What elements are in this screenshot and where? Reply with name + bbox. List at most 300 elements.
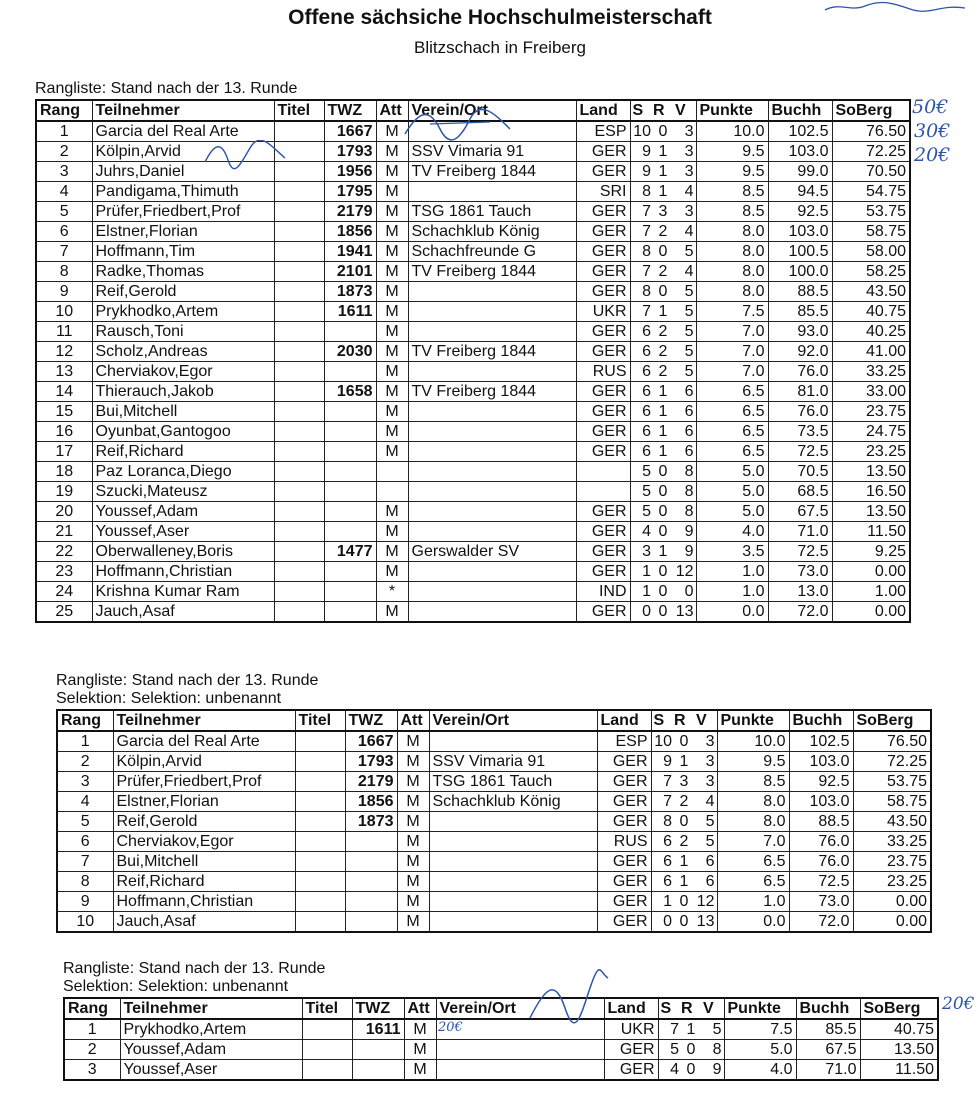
handwritten-prize-1: 50€ — [912, 96, 949, 118]
cell-soberg: 0.00 — [853, 912, 931, 933]
cell-name: Szucki,Mateusz — [92, 482, 274, 502]
cell-v: 6 — [674, 402, 696, 422]
cell-s: 7 — [630, 302, 652, 322]
cell-s: 4 — [658, 1060, 680, 1081]
cell-twz — [345, 872, 397, 892]
cell-soberg: 33.25 — [832, 362, 910, 382]
cell-punkte: 7.0 — [696, 322, 768, 342]
cell-land: GER — [576, 222, 630, 242]
cell-punkte: 1.0 — [696, 582, 768, 602]
cell-twz — [324, 522, 376, 542]
cell-twz — [352, 1040, 404, 1060]
column-header-titel: Titel — [295, 710, 345, 731]
cell-name: Jauch,Asaf — [113, 912, 295, 933]
cell-twz: 1667 — [324, 121, 376, 142]
cell-land: GER — [576, 242, 630, 262]
cell-punkte: 5.0 — [696, 462, 768, 482]
cell-name: Kölpin,Arvid — [113, 752, 295, 772]
table-row — [36, 162, 910, 182]
cell-v: 4 — [674, 222, 696, 242]
cell-soberg: 72.25 — [832, 142, 910, 162]
cell-buchh: 102.5 — [768, 121, 832, 142]
cell-twz — [324, 362, 376, 382]
cell-punkte: 7.0 — [696, 362, 768, 382]
cell-twz: 1856 — [324, 222, 376, 242]
cell-verein — [429, 852, 597, 872]
table-row — [57, 912, 931, 933]
cell-s: 5 — [658, 1040, 680, 1060]
cell-name: Paz Loranca,Diego — [92, 462, 274, 482]
column-header-teilnehmer: Teilnehmer — [113, 710, 295, 731]
cell-punkte: 8.5 — [696, 182, 768, 202]
cell-s: 7 — [630, 262, 652, 282]
table-row — [36, 562, 910, 582]
cell-punkte: 5.0 — [696, 502, 768, 522]
cell-buchh: 102.5 — [789, 731, 853, 752]
cell-r: 0 — [673, 812, 695, 832]
cell-v: 3 — [674, 142, 696, 162]
cell-r: 2 — [652, 342, 674, 362]
cell-buchh: 71.0 — [768, 522, 832, 542]
cell-s: 8 — [630, 242, 652, 262]
cell-verein: TV Freiberg 1844 — [408, 342, 576, 362]
cell-att: M — [376, 342, 408, 362]
cell-att: M — [376, 242, 408, 262]
table-row — [36, 602, 910, 623]
cell-twz: 2179 — [324, 202, 376, 222]
column-header-verein: Verein/Ort — [436, 998, 604, 1019]
cell-punkte: 6.5 — [696, 402, 768, 422]
cell-rang: 1 — [64, 1019, 120, 1040]
cell-titel — [302, 1019, 352, 1040]
cell-s: 6 — [651, 872, 673, 892]
cell-att: M — [376, 302, 408, 322]
cell-twz: 2101 — [324, 262, 376, 282]
cell-att: M — [376, 542, 408, 562]
cell-buchh: 70.5 — [768, 462, 832, 482]
cell-rang: 5 — [36, 202, 92, 222]
cell-titel — [295, 872, 345, 892]
cell-buchh: 99.0 — [768, 162, 832, 182]
cell-soberg: 13.50 — [860, 1040, 938, 1060]
cell-punkte: 5.0 — [724, 1040, 796, 1060]
cell-land: GER — [576, 442, 630, 462]
cell-rang: 4 — [57, 792, 113, 812]
cell-v: 4 — [674, 182, 696, 202]
cell-s: 9 — [651, 752, 673, 772]
cell-att: M — [376, 182, 408, 202]
cell-buchh: 67.5 — [768, 502, 832, 522]
cell-r: 2 — [652, 322, 674, 342]
cell-rang: 5 — [57, 812, 113, 832]
cell-verein — [408, 602, 576, 623]
cell-buchh: 68.5 — [768, 482, 832, 502]
column-header-att: Att — [376, 100, 408, 121]
cell-verein — [429, 892, 597, 912]
cell-soberg: 33.00 — [832, 382, 910, 402]
cell-r: 1 — [652, 142, 674, 162]
cell-s: 7 — [658, 1019, 680, 1040]
cell-v: 3 — [674, 121, 696, 142]
table-row — [36, 182, 910, 202]
cell-r: 0 — [680, 1060, 702, 1081]
cell-att: M — [397, 912, 429, 933]
column-header-punkte: Punkte — [724, 998, 796, 1019]
cell-v: 4 — [674, 262, 696, 282]
cell-name: Elstner,Florian — [113, 792, 295, 812]
cell-buchh: 76.0 — [789, 852, 853, 872]
cell-name: Oberwalleney,Boris — [92, 542, 274, 562]
cell-v: 5 — [674, 242, 696, 262]
cell-buchh: 76.0 — [768, 362, 832, 382]
cell-twz — [324, 482, 376, 502]
cell-soberg: 0.00 — [832, 562, 910, 582]
cell-s: 7 — [630, 222, 652, 242]
cell-punkte: 10.0 — [717, 731, 789, 752]
cell-name: Krishna Kumar Ram — [92, 582, 274, 602]
cell-verein — [408, 302, 576, 322]
cell-s: 6 — [651, 852, 673, 872]
cell-punkte: 4.0 — [696, 522, 768, 542]
cell-att: M — [376, 222, 408, 242]
cell-soberg: 40.75 — [860, 1019, 938, 1040]
cell-name: Reif,Richard — [92, 442, 274, 462]
cell-titel — [295, 731, 345, 752]
cell-twz — [324, 422, 376, 442]
cell-verein — [408, 522, 576, 542]
cell-titel — [274, 582, 324, 602]
cell-s: 1 — [630, 562, 652, 582]
cell-titel — [295, 832, 345, 852]
cell-land: GER — [576, 342, 630, 362]
cell-buchh: 73.0 — [789, 892, 853, 912]
column-header-buchh: Buchh — [768, 100, 832, 121]
cell-twz — [352, 1060, 404, 1081]
cell-soberg: 41.00 — [832, 342, 910, 362]
cell-twz: 2179 — [345, 772, 397, 792]
cell-att: M — [376, 162, 408, 182]
cell-soberg: 23.75 — [853, 852, 931, 872]
header-row — [64, 998, 938, 1019]
cell-soberg: 33.25 — [853, 832, 931, 852]
cell-rang: 9 — [36, 282, 92, 302]
cell-name: Jauch,Asaf — [92, 602, 274, 623]
cell-punkte: 3.5 — [696, 542, 768, 562]
cell-buchh: 72.0 — [768, 602, 832, 623]
cell-soberg: 13.50 — [832, 502, 910, 522]
cell-land: RUS — [576, 362, 630, 382]
cell-twz: 1611 — [352, 1019, 404, 1040]
cell-r: 0 — [673, 912, 695, 933]
column-header-att: Att — [397, 710, 429, 731]
cell-buchh: 76.0 — [768, 402, 832, 422]
cell-verein — [408, 482, 576, 502]
cell-s: 6 — [630, 342, 652, 362]
cell-soberg: 40.25 — [832, 322, 910, 342]
cell-v: 13 — [695, 912, 717, 933]
table-row — [57, 872, 931, 892]
cell-att: M — [404, 1019, 436, 1040]
column-header-soberg: SoBerg — [860, 998, 938, 1019]
cell-v: 13 — [674, 602, 696, 623]
column-header-buchh: Buchh — [789, 710, 853, 731]
cell-land: GER — [597, 792, 651, 812]
cell-titel — [274, 182, 324, 202]
cell-name: Hoffmann,Christian — [92, 562, 274, 582]
cell-punkte: 9.5 — [717, 752, 789, 772]
cell-verein — [408, 182, 576, 202]
cell-titel — [274, 222, 324, 242]
cell-twz: 1956 — [324, 162, 376, 182]
cell-att: M — [376, 382, 408, 402]
cell-verein: SSV Vimaria 91 — [408, 142, 576, 162]
table-row — [57, 832, 931, 852]
cell-soberg: 16.50 — [832, 482, 910, 502]
cell-s: 7 — [651, 792, 673, 812]
cell-verein: Schachklub König — [408, 222, 576, 242]
cell-punkte: 8.0 — [717, 812, 789, 832]
cell-name: Youssef,Adam — [92, 502, 274, 522]
ranking-caption: Rangliste: Stand nach der 13. Runde — [63, 960, 326, 977]
cell-v: 3 — [695, 772, 717, 792]
cell-name: Pandigama,Thimuth — [92, 182, 274, 202]
cell-punkte: 7.0 — [717, 832, 789, 852]
ranking-caption: Rangliste: Stand nach der 13. Runde — [35, 80, 298, 97]
column-header-s: S — [630, 100, 652, 121]
cell-land: GER — [597, 752, 651, 772]
cell-twz — [324, 502, 376, 522]
cell-v: 8 — [702, 1040, 724, 1060]
cell-name: Bui,Mitchell — [113, 852, 295, 872]
cell-titel — [295, 852, 345, 872]
cell-buchh: 13.0 — [768, 582, 832, 602]
cell-punkte: 6.5 — [717, 852, 789, 872]
cell-s: 6 — [630, 322, 652, 342]
cell-verein — [429, 812, 597, 832]
cell-s: 0 — [630, 602, 652, 623]
cell-land: SRI — [576, 182, 630, 202]
cell-att: M — [376, 402, 408, 422]
table-row — [36, 322, 910, 342]
ranking-section-1 — [35, 80, 911, 623]
cell-twz: 2030 — [324, 342, 376, 362]
cell-soberg: 0.00 — [832, 602, 910, 623]
cell-buchh: 72.0 — [789, 912, 853, 933]
cell-att: M — [397, 892, 429, 912]
cell-v: 9 — [674, 522, 696, 542]
table-row — [57, 792, 931, 812]
table-row — [36, 202, 910, 222]
cell-v: 5 — [674, 342, 696, 362]
cell-land: GER — [576, 162, 630, 182]
column-header-titel: Titel — [274, 100, 324, 121]
cell-s: 0 — [651, 912, 673, 933]
cell-buchh: 72.5 — [768, 442, 832, 462]
column-header-twz: TWZ — [352, 998, 404, 1019]
cell-punkte: 8.5 — [696, 202, 768, 222]
cell-r: 2 — [652, 262, 674, 282]
cell-soberg: 58.25 — [832, 262, 910, 282]
cell-v: 5 — [674, 322, 696, 342]
cell-v: 6 — [674, 442, 696, 462]
cell-rang: 22 — [36, 542, 92, 562]
column-header-punkte: Punkte — [696, 100, 768, 121]
cell-name: Garcia del Real Arte — [92, 121, 274, 142]
cell-buchh: 71.0 — [796, 1060, 860, 1081]
cell-land — [576, 462, 630, 482]
cell-name: Prüfer,Friedbert,Prof — [92, 202, 274, 222]
cell-att: M — [376, 282, 408, 302]
cell-soberg: 58.75 — [832, 222, 910, 242]
table-row — [36, 482, 910, 502]
column-header-buchh: Buchh — [796, 998, 860, 1019]
cell-att — [376, 482, 408, 502]
cell-s: 6 — [630, 402, 652, 422]
cell-buchh: 67.5 — [796, 1040, 860, 1060]
cell-punkte: 7.5 — [724, 1019, 796, 1040]
cell-soberg: 76.50 — [853, 731, 931, 752]
cell-att: M — [397, 812, 429, 832]
cell-soberg: 58.75 — [853, 792, 931, 812]
cell-name: Radke,Thomas — [92, 262, 274, 282]
cell-s: 1 — [630, 582, 652, 602]
cell-s: 7 — [651, 772, 673, 792]
cell-buchh: 100.5 — [768, 242, 832, 262]
cell-s: 8 — [630, 182, 652, 202]
cell-v: 3 — [674, 162, 696, 182]
cell-punkte: 8.5 — [717, 772, 789, 792]
cell-att: M — [376, 362, 408, 382]
cell-land: GER — [597, 892, 651, 912]
cell-v: 4 — [695, 792, 717, 812]
cell-titel — [274, 202, 324, 222]
cell-att: M — [397, 872, 429, 892]
cell-r: 3 — [652, 202, 674, 222]
cell-twz — [324, 322, 376, 342]
cell-name: Thierauch,Jakob — [92, 382, 274, 402]
cell-titel — [274, 462, 324, 482]
cell-r: 1 — [673, 752, 695, 772]
cell-r: 0 — [652, 121, 674, 142]
cell-att: M — [397, 752, 429, 772]
cell-soberg: 58.00 — [832, 242, 910, 262]
cell-buchh: 81.0 — [768, 382, 832, 402]
column-header-verein: Verein/Ort — [429, 710, 597, 731]
cell-r: 1 — [652, 162, 674, 182]
cell-twz — [345, 832, 397, 852]
cell-s: 6 — [651, 832, 673, 852]
cell-att: M — [376, 262, 408, 282]
cell-rang: 8 — [36, 262, 92, 282]
cell-twz — [324, 582, 376, 602]
cell-name: Reif,Gerold — [113, 812, 295, 832]
cell-rang: 20 — [36, 502, 92, 522]
column-header-land: Land — [604, 998, 658, 1019]
table-row — [36, 422, 910, 442]
column-header-land: Land — [576, 100, 630, 121]
cell-s: 1 — [651, 892, 673, 912]
table-row — [64, 1060, 938, 1081]
cell-verein: TSG 1861 Tauch — [429, 772, 597, 792]
cell-land: IND — [576, 582, 630, 602]
table-row — [57, 852, 931, 872]
cell-land: GER — [576, 202, 630, 222]
cell-rang: 4 — [36, 182, 92, 202]
cell-verein — [408, 362, 576, 382]
cell-att: M — [376, 522, 408, 542]
cell-att: M — [376, 442, 408, 462]
cell-twz: 1658 — [324, 382, 376, 402]
cell-land: GER — [576, 422, 630, 442]
cell-v: 5 — [674, 302, 696, 322]
cell-titel — [274, 502, 324, 522]
cell-name: Cherviakov,Egor — [113, 832, 295, 852]
cell-punkte: 8.0 — [696, 262, 768, 282]
signature-drawing — [400, 104, 520, 144]
cell-v: 9 — [674, 542, 696, 562]
cell-verein — [429, 912, 597, 933]
cell-soberg: 40.75 — [832, 302, 910, 322]
cell-v: 9 — [702, 1060, 724, 1081]
cell-titel — [274, 362, 324, 382]
cell-land: GER — [597, 872, 651, 892]
cell-buchh: 85.5 — [768, 302, 832, 322]
cell-rang: 8 — [57, 872, 113, 892]
cell-v: 3 — [674, 202, 696, 222]
table-row — [36, 142, 910, 162]
column-header-teilnehmer: Teilnehmer — [92, 100, 274, 121]
cell-verein: SSV Vimaria 91 — [429, 752, 597, 772]
cell-v: 6 — [674, 422, 696, 442]
cell-att: M — [404, 1040, 436, 1060]
cell-att: M — [397, 832, 429, 852]
cell-buchh: 103.0 — [768, 142, 832, 162]
cell-name: Hoffmann,Christian — [113, 892, 295, 912]
cell-punkte: 8.0 — [696, 282, 768, 302]
cell-name: Prykhodko,Artem — [120, 1019, 302, 1040]
cell-titel — [295, 752, 345, 772]
column-header-v: V — [695, 710, 717, 731]
cell-titel — [274, 302, 324, 322]
cell-name: Rausch,Toni — [92, 322, 274, 342]
cell-rang: 15 — [36, 402, 92, 422]
column-header-soberg: SoBerg — [832, 100, 910, 121]
cell-buchh: 92.0 — [768, 342, 832, 362]
ranking-caption: Rangliste: Stand nach der 13. Runde — [56, 672, 319, 689]
column-header-punkte: Punkte — [717, 710, 789, 731]
cell-land: GER — [576, 542, 630, 562]
cell-s: 5 — [630, 502, 652, 522]
cell-rang: 21 — [36, 522, 92, 542]
handwritten-prize-2: 30€ — [914, 120, 951, 142]
cell-buchh: 100.0 — [768, 262, 832, 282]
handwritten-prize-inline: 20€ — [438, 1020, 463, 1035]
table-row — [57, 752, 931, 772]
cell-r: 2 — [652, 222, 674, 242]
cell-r: 1 — [652, 442, 674, 462]
cell-punkte: 0.0 — [696, 602, 768, 623]
cell-v: 3 — [695, 752, 717, 772]
cell-twz — [324, 462, 376, 482]
cell-soberg: 13.50 — [832, 462, 910, 482]
cell-verein — [408, 422, 576, 442]
signature-drawing — [820, 0, 970, 14]
cell-verein — [408, 562, 576, 582]
cell-v: 6 — [695, 852, 717, 872]
cell-verein — [408, 322, 576, 342]
cell-r: 2 — [652, 362, 674, 382]
selection-table — [56, 709, 932, 933]
